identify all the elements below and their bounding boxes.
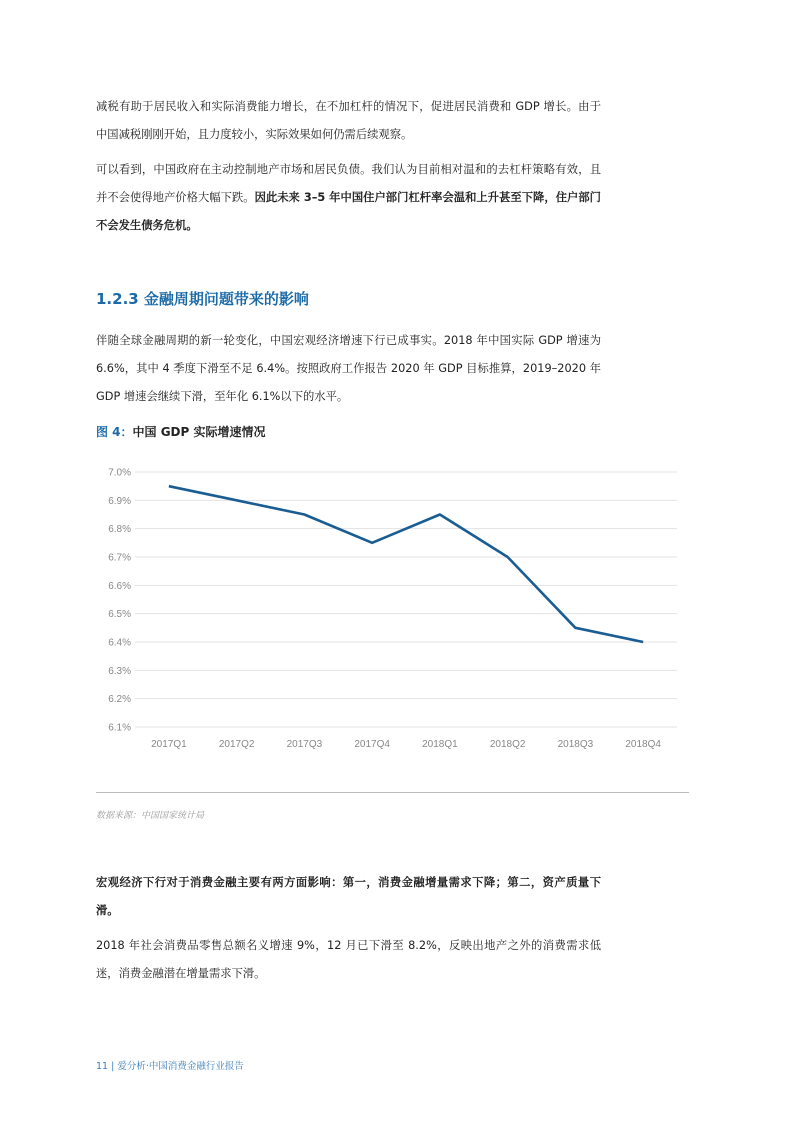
paragraph-tax: 减税有助于居民收入和实际消费能力增长，在不加杠杆的情况下，促进居民消费和 GDP 增长。由于中国减税刚刚开始，且力度较小，实际效果如何仍需后续观察。 <box>96 100 601 141</box>
x-tick-label: 2017Q1 <box>151 739 187 750</box>
y-tick-label: 6.5% <box>108 609 131 621</box>
paragraph-retail: 2018 年社会消费品零售总额名义增速 9%，12 月已下滑至 8.2%，反映出地产之外的消费需求低迷，消费金融潜在增量需求下滑。 <box>96 939 601 980</box>
gdp-line-chart <box>90 455 690 755</box>
y-tick-label: 6.8% <box>108 524 131 536</box>
x-tick-label: 2018Q3 <box>557 739 594 750</box>
report-title: 爱分析·中国消费金融行业报告 <box>117 1061 244 1072</box>
x-tick-label: 2018Q1 <box>422 739 458 750</box>
divider <box>96 792 689 793</box>
y-tick-label: 6.2% <box>108 694 131 706</box>
x-tick-label: 2018Q2 <box>489 739 526 750</box>
x-tick-label: 2018Q4 <box>625 739 661 750</box>
figure-label: 图 4： <box>96 425 133 439</box>
figure-title-text: 中国 GDP 实际增速情况 <box>132 425 266 439</box>
page-footer <box>96 1058 244 1072</box>
data-source: 数据来源：中国国家统计局 <box>96 811 205 821</box>
x-tick-label: 2017Q2 <box>218 739 255 750</box>
y-tick-label: 6.6% <box>108 580 131 592</box>
y-tick-label: 6.4% <box>108 637 131 649</box>
y-tick-label: 6.7% <box>108 552 131 564</box>
paragraph-bold-conclusion: 因此未来 3–5 年中国住户部门杠杆率会温和上升甚至下降，住户部门不会发生债务危机。 <box>96 191 601 232</box>
series-line <box>169 486 643 642</box>
y-tick-label: 6.3% <box>108 665 131 677</box>
paragraph-deleveraging <box>96 156 601 240</box>
figure-title <box>96 423 266 440</box>
footer-separator: | <box>111 1061 115 1072</box>
x-tick-label: 2017Q3 <box>286 739 323 750</box>
section-heading: 1.2.3 金融周期问题带来的影响 <box>96 290 309 308</box>
paragraph-gdp: 伴随全球金融周期的新一轮变化，中国宏观经济增速下行已成事实。2018 年中国实际 GDP 增速为 6.6%，其中 4 季度下滑至不足 6.4%。按照政府工作报告 2020 年 GDP 目标推算，2019–2020 年 GDP 增速会继续下滑，至年化 6.1%以下的水平。 <box>96 334 601 403</box>
paragraph-impact: 宏观经济下行对于消费金融主要有两方面影响：第一，消费金融增量需求下降；第二，资产质量下滑。 <box>96 876 601 917</box>
x-tick-label: 2017Q4 <box>354 739 390 750</box>
paragraph-text: 可以看到，中国政府在主动控制地产市场和居民负债。我们认为目前相对温和的去杠杆策略有效，且并不会使得地产价格大幅下跌。 <box>96 163 601 204</box>
y-tick-label: 7.0% <box>108 467 131 479</box>
page-number: 11 <box>96 1061 109 1072</box>
y-tick-label: 6.9% <box>108 495 131 507</box>
y-tick-label: 6.1% <box>108 722 131 734</box>
